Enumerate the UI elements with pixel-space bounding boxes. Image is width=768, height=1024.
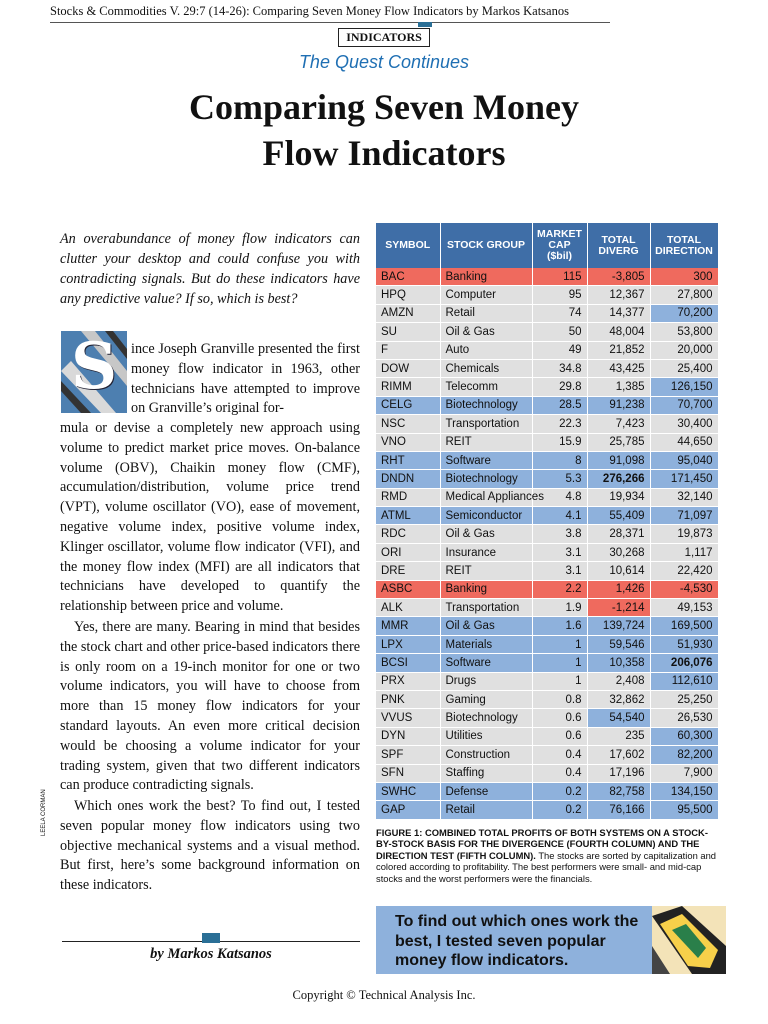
symbol-cell: DNDN <box>376 470 440 488</box>
symbol-cell: RMD <box>376 488 440 506</box>
table-row <box>376 543 718 561</box>
market-cap-cell: 3.1 <box>532 543 587 561</box>
table-row <box>376 690 718 708</box>
market-cap-cell: 1.9 <box>532 599 587 617</box>
market-cap-cell: 4.1 <box>532 507 587 525</box>
table-row <box>376 782 718 800</box>
market-cap-cell: 5.3 <box>532 470 587 488</box>
stock-group-cell: Telecomm <box>440 378 532 396</box>
total-diverg-cell: 17,602 <box>587 746 650 764</box>
stock-group-cell: Semiconductor <box>440 507 532 525</box>
total-direction-cell: 27,800 <box>650 286 718 304</box>
table-row <box>376 507 718 525</box>
market-cap-cell: 3.1 <box>532 562 587 580</box>
table-row <box>376 378 718 396</box>
stock-group-cell: Retail <box>440 304 532 322</box>
market-cap-cell: 8 <box>532 451 587 469</box>
total-diverg-cell: 30,268 <box>587 543 650 561</box>
article-title <box>0 84 768 176</box>
total-diverg-cell: 48,004 <box>587 323 650 341</box>
table-row <box>376 635 718 653</box>
market-cap-cell: 0.2 <box>532 801 587 819</box>
market-cap-cell: 1.6 <box>532 617 587 635</box>
section-tag-accent <box>418 22 432 27</box>
table-row <box>376 709 718 727</box>
total-diverg-cell: 1,385 <box>587 378 650 396</box>
table-body <box>376 268 718 819</box>
market-cap-cell: 2.2 <box>532 580 587 598</box>
table-row <box>376 323 718 341</box>
table-row <box>376 341 718 359</box>
market-cap-cell: 115 <box>532 268 587 286</box>
symbol-cell: VVUS <box>376 709 440 727</box>
table-row <box>376 617 718 635</box>
symbol-cell: DOW <box>376 359 440 377</box>
total-diverg-cell: 91,238 <box>587 396 650 414</box>
stock-group-cell: Auto <box>440 341 532 359</box>
body-paragraph-1-tail: mula or devise a completely new approach using volume to predict market price moves. On-balance volume (OBV), Chaikin money flow (CMF), accumulation/distribution, volume price trend (VPT), volume oscillator (VO), ease of movement, negative volume index, positive volume index, Klinger oscillator, volume flow indicator (VFI), and the money flow index (MFI) are all indicators that technicians have developed to quantify the relationship between price and volume. <box>60 420 360 615</box>
symbol-cell: ALK <box>376 599 440 617</box>
symbol-cell: ORI <box>376 543 440 561</box>
table-row <box>376 746 718 764</box>
market-cap-cell: 1 <box>532 672 587 690</box>
total-direction-cell: 44,650 <box>650 433 718 451</box>
kicker: The Quest Continues <box>298 52 470 72</box>
column-header-market-cap: MARKET CAP ($bil) <box>532 223 587 268</box>
total-direction-cell: 1,117 <box>650 543 718 561</box>
body-paragraph-1-head: ince Joseph Granville presented the first money flow indicator in 1963, other technicians have attempted to improve on Granville’s original for- <box>131 341 360 417</box>
total-direction-cell: 25,400 <box>650 359 718 377</box>
total-direction-cell: 20,000 <box>650 341 718 359</box>
total-direction-cell: 71,097 <box>650 507 718 525</box>
total-diverg-cell: 2,408 <box>587 672 650 690</box>
total-diverg-cell: 139,724 <box>587 617 650 635</box>
symbol-cell: GAP <box>376 801 440 819</box>
total-diverg-cell: 43,425 <box>587 359 650 377</box>
stock-group-cell: Oil & Gas <box>440 617 532 635</box>
symbol-cell: BCSI <box>376 654 440 672</box>
table-row <box>376 470 718 488</box>
table-row <box>376 764 718 782</box>
total-direction-cell: 25,250 <box>650 690 718 708</box>
total-diverg-cell: 19,934 <box>587 488 650 506</box>
total-direction-cell: 7,900 <box>650 764 718 782</box>
market-cap-cell: 0.4 <box>532 746 587 764</box>
table-row <box>376 286 718 304</box>
symbol-cell: PRX <box>376 672 440 690</box>
symbol-cell: RDC <box>376 525 440 543</box>
market-cap-cell: 50 <box>532 323 587 341</box>
stock-group-cell: Staffing <box>440 764 532 782</box>
total-direction-cell: 60,300 <box>650 727 718 745</box>
market-cap-cell: 49 <box>532 341 587 359</box>
total-direction-cell: 206,076 <box>650 654 718 672</box>
total-diverg-cell: -3,805 <box>587 268 650 286</box>
total-direction-cell: 95,040 <box>650 451 718 469</box>
title-line-2: Flow Indicators <box>262 133 506 173</box>
total-direction-cell: 82,200 <box>650 746 718 764</box>
copyright-footer: Copyright © Technical Analysis Inc. <box>292 988 476 1002</box>
header-rule <box>50 22 610 23</box>
total-diverg-cell: 1,426 <box>587 580 650 598</box>
stock-group-cell: Biotechnology <box>440 470 532 488</box>
figure-caption <box>376 827 722 884</box>
market-cap-cell: 0.8 <box>532 690 587 708</box>
symbol-cell: SFN <box>376 764 440 782</box>
symbol-cell: SU <box>376 323 440 341</box>
table-row <box>376 359 718 377</box>
stock-group-cell: Transportation <box>440 415 532 433</box>
total-diverg-cell: 12,367 <box>587 286 650 304</box>
symbol-cell: SWHC <box>376 782 440 800</box>
stock-group-cell: REIT <box>440 562 532 580</box>
column-header-stock-group: STOCK GROUP <box>440 223 532 268</box>
table-row <box>376 580 718 598</box>
stock-group-cell: Construction <box>440 746 532 764</box>
total-direction-cell: 70,700 <box>650 396 718 414</box>
stock-results-table <box>376 223 719 820</box>
table-row <box>376 672 718 690</box>
total-diverg-cell: 21,852 <box>587 341 650 359</box>
total-direction-cell: 19,873 <box>650 525 718 543</box>
stock-group-cell: Software <box>440 451 532 469</box>
table-row <box>376 415 718 433</box>
total-diverg-cell: 235 <box>587 727 650 745</box>
symbol-cell: RHT <box>376 451 440 469</box>
stock-group-cell: Oil & Gas <box>440 323 532 341</box>
table-row <box>376 304 718 322</box>
table-row <box>376 451 718 469</box>
body-paragraph-3: Which ones work the best? To find out, I tested seven popular money flow indicators using two objective mechanical systems and a visual method. But first, here’s some background information on these indicators. <box>60 798 360 894</box>
market-cap-cell: 3.8 <box>532 525 587 543</box>
symbol-cell: ASBC <box>376 580 440 598</box>
total-diverg-cell: -1,214 <box>587 599 650 617</box>
total-diverg-cell: 54,540 <box>587 709 650 727</box>
market-cap-cell: 0.6 <box>532 709 587 727</box>
stock-group-cell: Retail <box>440 801 532 819</box>
stock-group-cell: Materials <box>440 635 532 653</box>
symbol-cell: CELG <box>376 396 440 414</box>
symbol-cell: HPQ <box>376 286 440 304</box>
market-cap-cell: 22.3 <box>532 415 587 433</box>
stock-group-cell: Biotechnology <box>440 396 532 414</box>
symbol-cell: BAC <box>376 268 440 286</box>
total-direction-cell: 300 <box>650 268 718 286</box>
table-row <box>376 488 718 506</box>
total-direction-cell: 30,400 <box>650 415 718 433</box>
deck-text: An overabundance of money flow indicators can clutter your desktop and could confuse you with contradicting signals. But do these indicators have any predictive value? If so, which is best? <box>60 231 360 307</box>
stock-group-cell: Defense <box>440 782 532 800</box>
total-direction-cell: 134,150 <box>650 782 718 800</box>
symbol-cell: RIMM <box>376 378 440 396</box>
table-row <box>376 727 718 745</box>
market-cap-cell: 74 <box>532 304 587 322</box>
symbol-cell: VNO <box>376 433 440 451</box>
total-direction-cell: 126,150 <box>650 378 718 396</box>
total-direction-cell: 26,530 <box>650 709 718 727</box>
stock-group-cell: Gaming <box>440 690 532 708</box>
total-diverg-cell: 55,409 <box>587 507 650 525</box>
table-row <box>376 654 718 672</box>
stock-group-cell: Transportation <box>440 599 532 617</box>
table-row <box>376 396 718 414</box>
pullquote-illustration <box>652 906 726 974</box>
table-row <box>376 433 718 451</box>
market-cap-cell: 0.2 <box>532 782 587 800</box>
column-header-total-diverg: TOTAL DIVERG <box>587 223 650 268</box>
total-diverg-cell: 28,371 <box>587 525 650 543</box>
table-row <box>376 801 718 819</box>
total-diverg-cell: 32,862 <box>587 690 650 708</box>
stock-group-cell: Medical Appliances <box>440 488 532 506</box>
market-cap-cell: 0.4 <box>532 764 587 782</box>
total-diverg-cell: 7,423 <box>587 415 650 433</box>
photo-credit: LEELA CORMAN <box>41 789 47 836</box>
table-row <box>376 268 718 286</box>
total-diverg-cell: 76,166 <box>587 801 650 819</box>
total-diverg-cell: 14,377 <box>587 304 650 322</box>
body-paragraph-2: Yes, there are many. Bearing in mind that besides the stock chart and other price-based indicators there is only room on a 19-inch monitor for one or two volume indicators, you will have to choose from more than 15 money flow indicators for your standard layouts. An even more critical decision would be choosing a volume indicator for your trading system, given that two different indicators can produce contradicting signals. <box>60 619 360 794</box>
stock-group-cell: Insurance <box>440 543 532 561</box>
total-diverg-cell: 82,758 <box>587 782 650 800</box>
pullquote-text: To find out which ones work the best, I tested seven popular money flow indicators. <box>395 913 639 969</box>
symbol-cell: DYN <box>376 727 440 745</box>
symbol-cell: PNK <box>376 690 440 708</box>
total-diverg-cell: 91,098 <box>587 451 650 469</box>
total-diverg-cell: 276,266 <box>587 470 650 488</box>
symbol-cell: ATML <box>376 507 440 525</box>
stock-group-cell: Utilities <box>440 727 532 745</box>
column-header-symbol: SYMBOL <box>376 223 440 268</box>
market-cap-cell: 0.6 <box>532 727 587 745</box>
total-direction-cell: 49,153 <box>650 599 718 617</box>
table-row <box>376 599 718 617</box>
stock-group-cell: Drugs <box>440 672 532 690</box>
stock-group-cell: Banking <box>440 580 532 598</box>
byline-accent <box>202 933 220 943</box>
market-cap-cell: 34.8 <box>532 359 587 377</box>
total-direction-cell: 51,930 <box>650 635 718 653</box>
total-direction-cell: -4,530 <box>650 580 718 598</box>
table-header-row <box>376 223 718 268</box>
caption-body: The stocks are sorted by capitalization and colored according to profitability. The best performers were small- and mid-cap stocks and the worst performers were the financials. <box>376 849 717 884</box>
symbol-cell: DRE <box>376 562 440 580</box>
symbol-cell: NSC <box>376 415 440 433</box>
running-head: Stocks & Commodities V. 29:7 (14-26): Comparing Seven Money Flow Indicators by Markos Katsanos <box>50 4 569 18</box>
stock-group-cell: Banking <box>440 268 532 286</box>
market-cap-cell: 4.8 <box>532 488 587 506</box>
symbol-cell: F <box>376 341 440 359</box>
total-diverg-cell: 10,358 <box>587 654 650 672</box>
illustration-art <box>652 906 726 974</box>
table-row <box>376 562 718 580</box>
market-cap-cell: 1 <box>532 654 587 672</box>
total-direction-cell: 171,450 <box>650 470 718 488</box>
market-cap-cell: 95 <box>532 286 587 304</box>
total-direction-cell: 32,140 <box>650 488 718 506</box>
stock-group-cell: Chemicals <box>440 359 532 377</box>
symbol-cell: LPX <box>376 635 440 653</box>
market-cap-cell: 1 <box>532 635 587 653</box>
total-diverg-cell: 25,785 <box>587 433 650 451</box>
stock-group-cell: Oil & Gas <box>440 525 532 543</box>
total-direction-cell: 70,200 <box>650 304 718 322</box>
symbol-cell: MMR <box>376 617 440 635</box>
symbol-cell: SPF <box>376 746 440 764</box>
dropcap-illustration <box>61 331 127 413</box>
dropcap-letter: S <box>71 329 118 404</box>
total-diverg-cell: 59,546 <box>587 635 650 653</box>
total-diverg-cell: 17,196 <box>587 764 650 782</box>
market-cap-cell: 15.9 <box>532 433 587 451</box>
table-row <box>376 525 718 543</box>
total-direction-cell: 22,420 <box>650 562 718 580</box>
stock-group-cell: Software <box>440 654 532 672</box>
stock-group-cell: Biotechnology <box>440 709 532 727</box>
symbol-cell: AMZN <box>376 304 440 322</box>
caption-title: FIGURE 1: COMBINED TOTAL PROFITS OF BOTH SYSTEMS ON A STOCK-BY-STOCK BASIS FOR THE DIVERGENCE (FOURTH COLUMN) AND THE DIRECTION TEST (FIFTH COLUMN). <box>376 827 708 861</box>
column-header-total-direction: TOTAL DIRECTION <box>650 223 718 268</box>
title-line-1: Comparing Seven Money <box>189 87 579 127</box>
stock-group-cell: REIT <box>440 433 532 451</box>
total-direction-cell: 53,800 <box>650 323 718 341</box>
market-cap-cell: 28.5 <box>532 396 587 414</box>
total-diverg-cell: 10,614 <box>587 562 650 580</box>
stock-group-cell: Computer <box>440 286 532 304</box>
section-tag: INDICATORS <box>338 28 430 47</box>
byline: by Markos Katsanos <box>150 946 272 962</box>
total-direction-cell: 169,500 <box>650 617 718 635</box>
total-direction-cell: 112,610 <box>650 672 718 690</box>
total-direction-cell: 95,500 <box>650 801 718 819</box>
market-cap-cell: 29.8 <box>532 378 587 396</box>
